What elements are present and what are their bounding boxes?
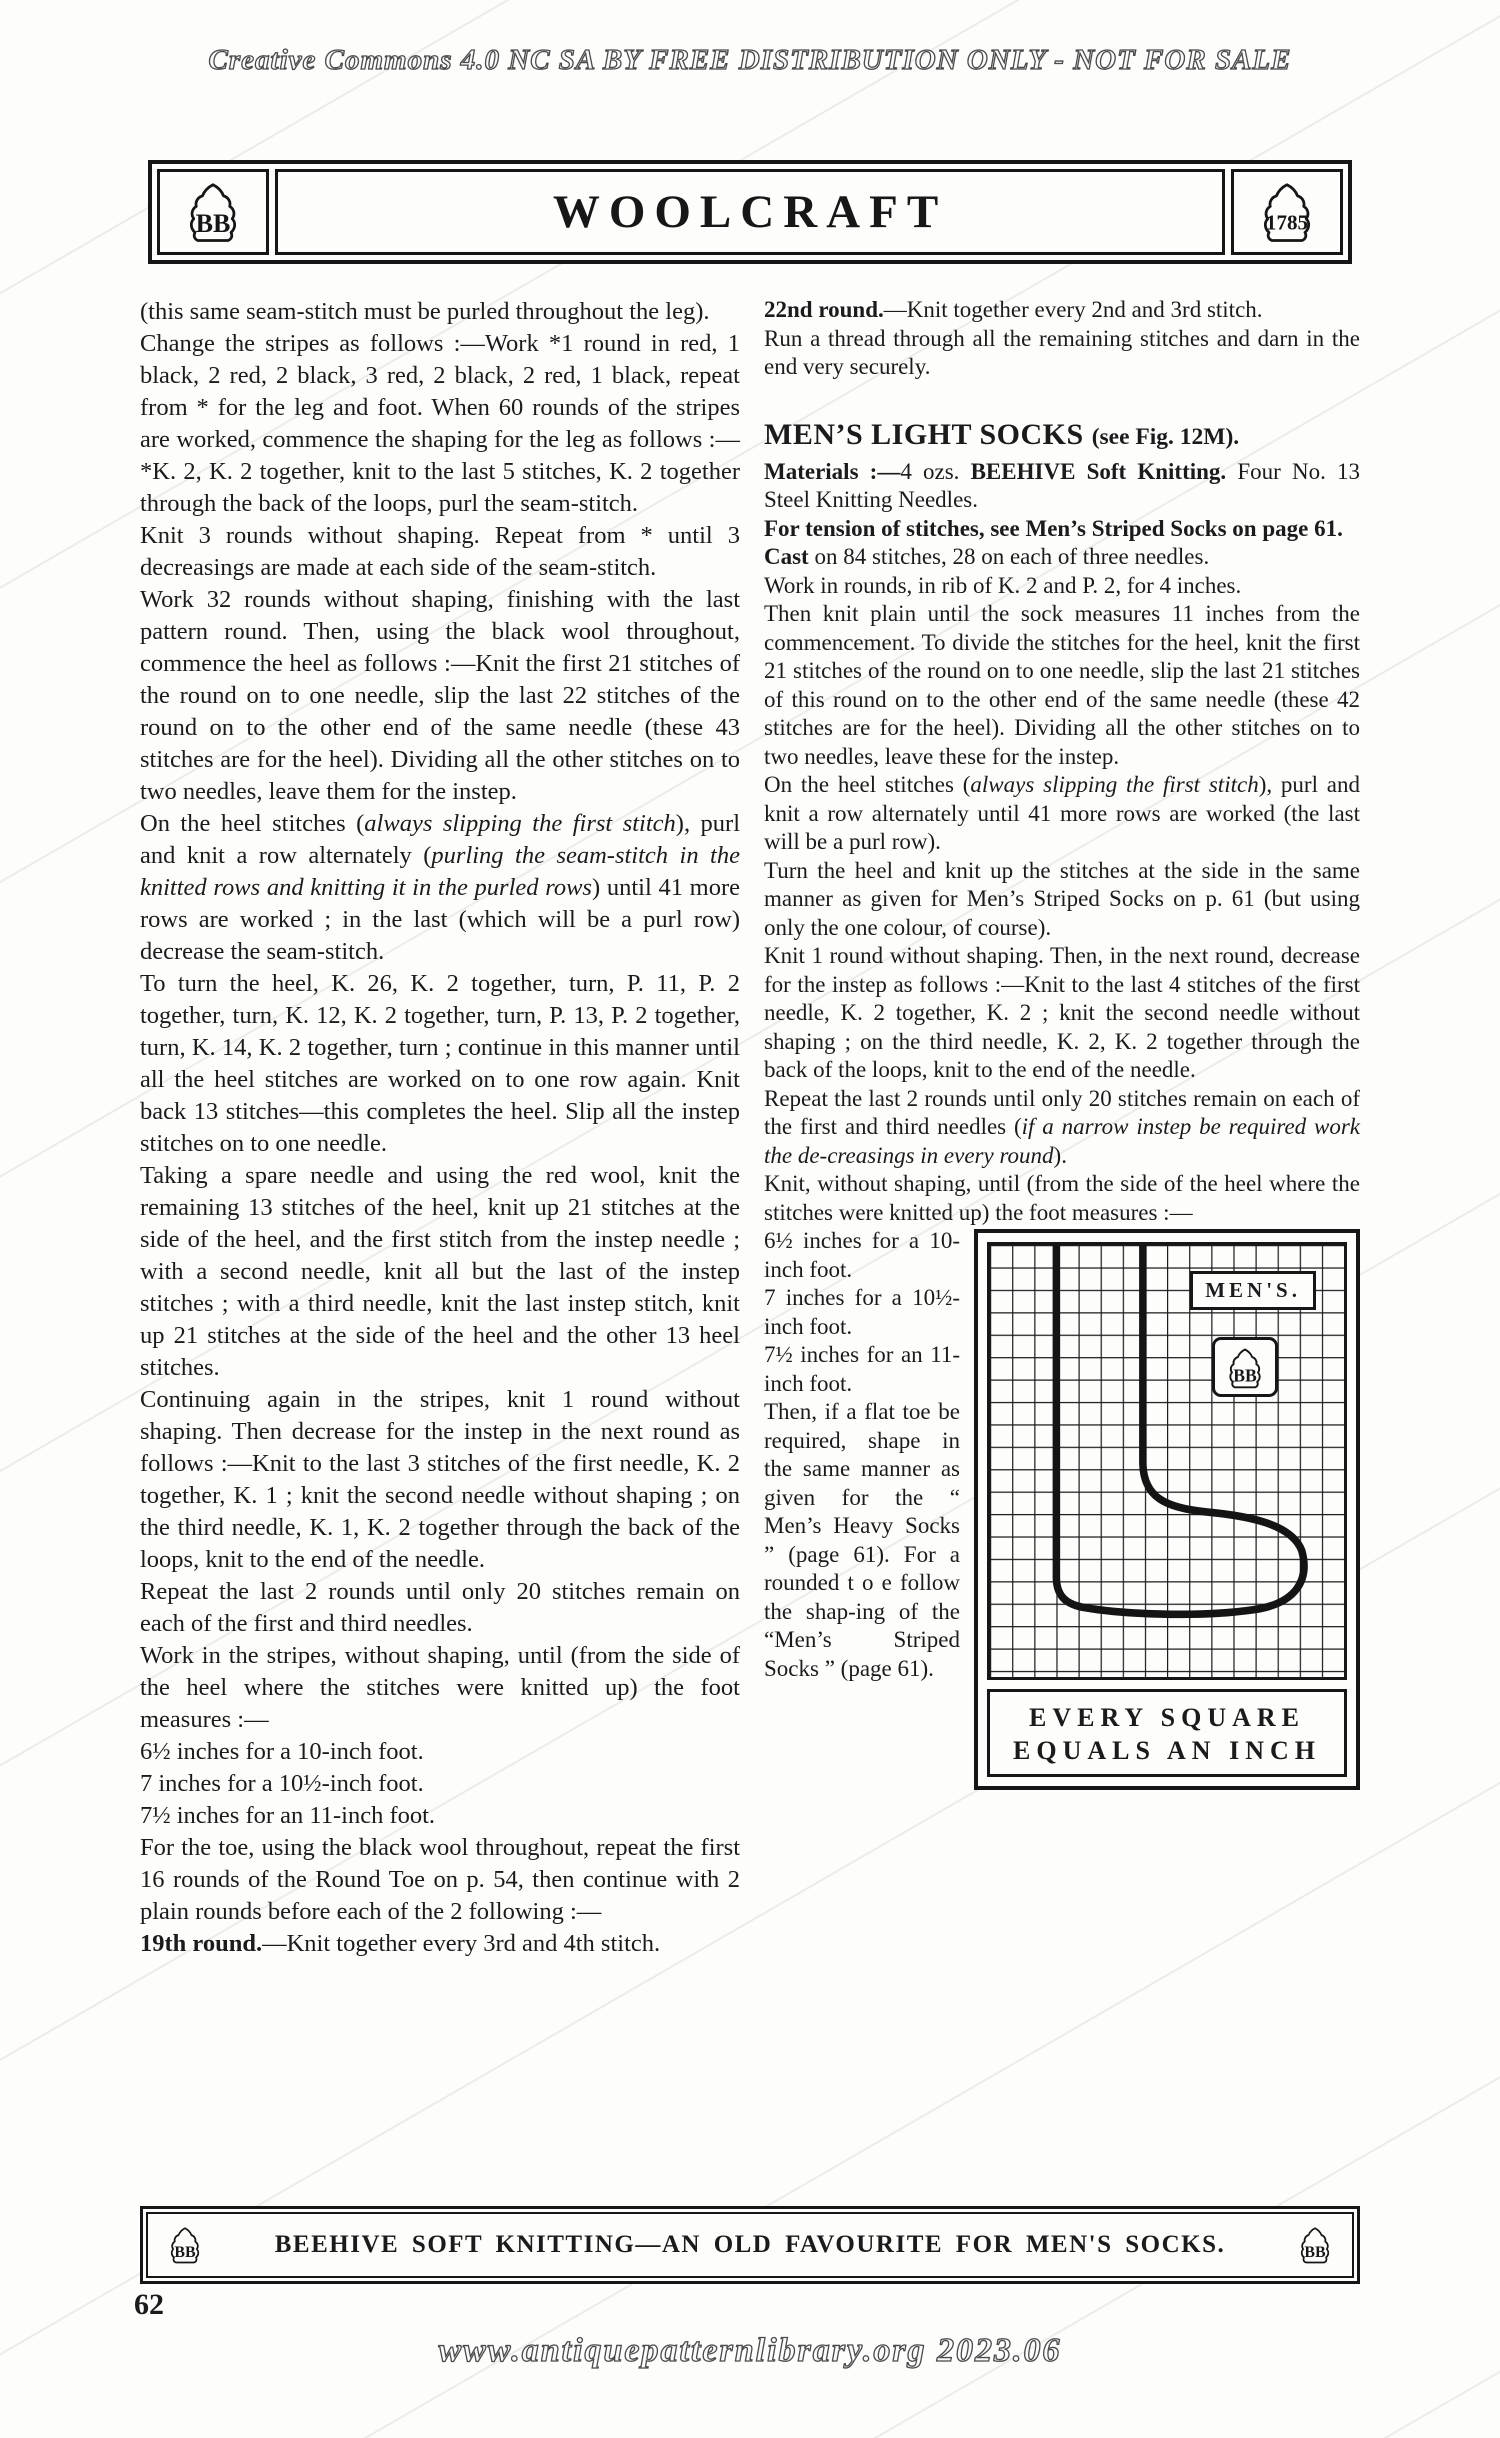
beehive-1785-icon: [1256, 175, 1318, 249]
right-column: [764, 296, 1360, 1960]
sock-grid-chart: [990, 1245, 1344, 1677]
paragraph: Work 32 rounds without shaping, finishing with the last pattern round. Then, using the black wool throughout, commence the heel as follows :—Knit the first 21 stitches of the round on to one needle, slip the last 22 stitches of the round on to the other end of the same needle (these 43 stitches are for the heel). Dividing all the other stitches on to two needles, leave them for the instep.: [140, 586, 740, 805]
beehive-bb-logo-left: [157, 169, 269, 255]
paragraph: Work in the stripes, without shaping, until (from the side of the heel where the stitches were knitted up) the foot measures :—: [140, 1642, 740, 1733]
paragraph: Turn the heel and knit up the stitches at the side in the same manner as given for Men’s Striped Socks on p. 61 (but using only the one colour, of course).: [764, 857, 1360, 940]
beehive-1785-logo-right: [1231, 169, 1343, 255]
sock-grid: [987, 1242, 1347, 1680]
paragraph: On the heel stitches (always slipping the first stitch), purl and knit a row alternately until 41 more rows are worked (the last will be a purl row).: [764, 772, 1360, 854]
left-column: [140, 296, 740, 1960]
paragraph: MEN’S LIGHT SOCKS (see Fig. 12M).: [764, 417, 1240, 451]
figure-size-label: MEN'S.: [1190, 1271, 1316, 1310]
paragraph: Change the stripes as follows :—Work *1 round in red, 1 black, 2 red, 2 black, 3 red, 2 black, 2 red, 1 black, repeat from * for the leg and foot. When 60 rounds of the stripes are worked, commence the shaping for the leg as follows :—*K. 2, K. 2 together, knit to the last 5 stitches, K. 2 together through the back of the loops, purl the seam-stitch.: [140, 330, 740, 517]
paragraph: To turn the heel, K. 26, K. 2 together, turn, P. 11, P. 2 together, turn, K. 12, K. 2 together, turn, P. 13, P. 2 together, turn, K. 14, K. 2 together, turn ; continue in this manner until all the heel stitches are worked on to one row again. Knit back 13 stitches—this completes the heel. Slip all the instep stitches on to one needle.: [140, 970, 740, 1157]
paragraph: 7½ inches for an 11-inch foot.: [764, 1342, 960, 1396]
paragraph: Continuing again in the stripes, knit 1 round without shaping. Then decrease for the instep in the next round as follows :—Knit to the last 3 stitches of the first needle, K. 2 together, K. 1 ; knit the second needle without shaping ; on the third needle, K. 1, K. 2 together through the back of the loops, knit to the end of the needle.: [140, 1386, 740, 1573]
paragraph: Work in rounds, in rib of K. 2 and P. 2, for 4 inches.: [764, 572, 1242, 598]
paragraph: 22nd round.—Knit together every 2nd and 3rd stitch.: [764, 297, 1263, 322]
page-number: 62: [134, 2288, 164, 2321]
paragraph: On the heel stitches (always slipping the first stitch), purl and knit a row alternately (purling the seam-stitch in the knitted rows and knitting it in the purled rows) until 41 more rows are worked ; in the last (which will be a purl row) decrease the seam-stitch.: [140, 810, 741, 965]
bottom-ad-strip-inner: [146, 2212, 1354, 2278]
paragraph: 7½ inches for an 11-inch foot.: [140, 1802, 436, 1829]
right-column-bottom: [764, 1227, 1360, 1765]
paragraph: 19th round.—Knit together every 3rd and 4th stitch.: [140, 1930, 661, 1957]
paragraph: 7 inches for a 10½-inch foot.: [140, 1770, 424, 1797]
masthead-title-box: [275, 169, 1225, 255]
sock-size-figure: [974, 1229, 1360, 1790]
paragraph: Knit, without shaping, until (from the side of the heel where the stitches were knitted up) the foot measures :—: [764, 1171, 1360, 1225]
text-columns: [140, 296, 1360, 1960]
beehive-icon: [1224, 1344, 1266, 1392]
figure-caption: [987, 1689, 1347, 1777]
beehive-icon: [1296, 2222, 1334, 2268]
paragraph: Run a thread through all the remaining stitches and darn in the end very securely.: [764, 325, 1360, 379]
bottom-ad-text: BEEHIVE SOFT KNITTING—AN OLD FAVOURITE FOR MEN'S SOCKS.: [274, 2231, 1226, 2258]
right-column-top: [764, 296, 1360, 1227]
paragraph: Materials :—4 ozs. BEEHIVE Soft Knitting. Four No. 13 Steel Knitting Needles.: [764, 458, 1360, 512]
beehive-icon: [166, 2222, 204, 2268]
paragraph: 6½ inches for a 10-inch foot.: [764, 1228, 960, 1282]
masthead: [148, 160, 1352, 264]
paragraph: (this same seam-stitch must be purled throughout the leg).: [140, 298, 710, 325]
paragraph: Knit 1 round without shaping. Then, in the next round, decrease for the instep as follows :—Knit to the last 4 stitches of the first needle, K. 2 together, K. 2 ; knit the second needle without shaping ; on the third needle, K. 2, K. 2 together through the back of the loops, knit to the end of the needle.: [764, 943, 1360, 1082]
cc-license-notice: Creative Commons 4.0 NC SA BY FREE DISTRIBUTION ONLY - NOT FOR SALE: [208, 44, 1292, 76]
paragraph: For the toe, using the black wool throughout, repeat the first 16 rounds of the Round Toe on p. 54, then continue with 2 plain rounds before each of the 2 following :—: [140, 1834, 740, 1925]
paragraph: Then, if a flat toe be required, shape in the same manner as given for the “ Men’s Heavy Socks ” (page 61). For a rounded t o e follow the shap-ing of the “Men’s Striped Socks ” (page 61).: [764, 1399, 960, 1681]
beehive-bb-logo-figure: [1212, 1337, 1278, 1397]
paragraph: For tension of stitches, see Men’s Striped Socks on page 61.: [764, 515, 1343, 541]
page-title: WOOLCRAFT: [552, 186, 948, 238]
paragraph: Repeat the last 2 rounds until only 20 stitches remain on each of the first and third needles.: [140, 1578, 740, 1637]
paragraph: Knit 3 rounds without shaping. Repeat from * until 3 decreasings are made at each side of the seam-stitch.: [140, 522, 740, 581]
paragraph: Taking a spare needle and using the red wool, knit the remaining 13 stitches of the heel, knit up 21 stitches at the side of the heel, and the first stitch from the instep needle ; with a second needle, knit all but the last of the instep stitches ; with a third needle, knit the last instep stitch, knit up 21 stitches at the side of the heel and the other 13 heel stitches.: [140, 1162, 740, 1381]
bottom-ad-strip: [140, 2206, 1360, 2284]
figure-caption-line2: EQUALS AN INCH: [1013, 1736, 1321, 1765]
paragraph: 6½ inches for a 10-inch foot.: [140, 1738, 424, 1765]
beehive-icon: [182, 175, 244, 249]
paragraph: 7 inches for a 10½-inch foot.: [764, 1285, 960, 1339]
site-footer: www.antiquepatternlibrary.org 2023.06: [438, 2332, 1062, 2369]
figure-caption-line1: EVERY SQUARE: [1029, 1703, 1305, 1732]
paragraph: Then knit plain until the sock measures 11 inches from the commencement. To divide the stitches for the heel, knit the first 21 stitches of the round on to one needle, slip the last 21 stitches of this round on to the other end of the same needle (these 42 stitches are for the heel). Dividing all the other stitches on to two needles, leave these for the instep.: [764, 601, 1360, 769]
paragraph: Repeat the last 2 rounds until only 20 stitches remain on each of the first and third needles (if a narrow instep be required work the de-creasings in every round).: [764, 1085, 1361, 1168]
paragraph: Cast on 84 stitches, 28 on each of three needles.: [764, 544, 1210, 569]
